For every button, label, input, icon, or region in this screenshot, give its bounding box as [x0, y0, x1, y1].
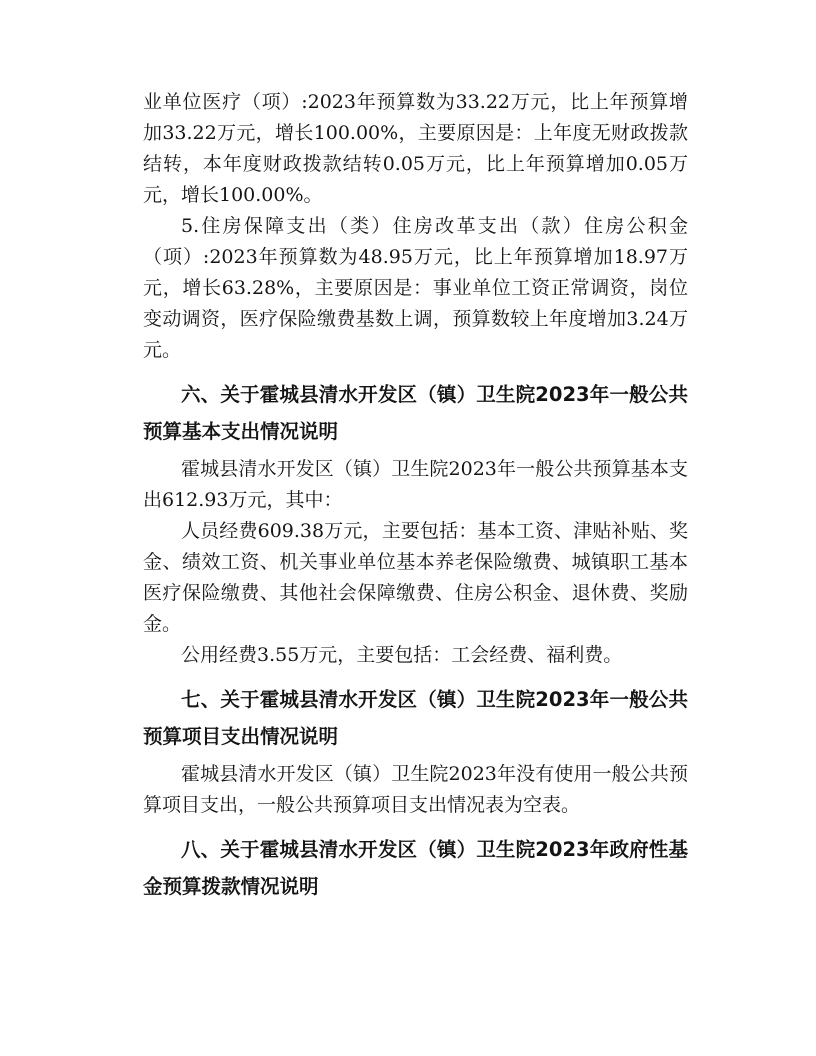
body-paragraph: 霍城县清水开发区（镇）卫生院2023年一般公共预算基本支出612.93万元，其中： — [143, 458, 688, 511]
document-body — [143, 87, 688, 905]
section-heading: 六、关于霍城县清水开发区（镇）卫生院2023年一般公共预算基本支出情况说明 — [143, 383, 688, 443]
body-paragraph: 业单位医疗（项）:2023年预算数为33.22万元，比上年预算增加33.22万元，增长100.00%，主要原因是：上年度无财政拨款结转，本年度财政拨款结转0.05万元，比上年预算增加0.05万元，增长100.00%。 — [143, 91, 688, 206]
body-paragraph: 公用经费3.55万元，主要包括：工会经费、福利费。 — [181, 644, 623, 666]
section-heading: 七、关于霍城县清水开发区（镇）卫生院2023年一般公共预算项目支出情况说明 — [143, 688, 688, 748]
body-paragraph: 5.住房保障支出（类）住房改革支出（款）住房公积金（项）:2023年预算数为48.95万元，比上年预算增加18.97万元，增长63.28%，主要原因是：事业单位工资正常调资，岗位变动调资，医疗保险缴费基数上调，预算数较上年度增加3.24万元。 — [143, 215, 688, 361]
section-heading: 八、关于霍城县清水开发区（镇）卫生院2023年政府性基金预算拨款情况说明 — [143, 838, 688, 898]
body-paragraph: 人员经费609.38万元，主要包括：基本工资、津贴补贴、奖金、绩效工资、机关事业单位基本养老保险缴费、城镇职工基本医疗保险缴费、其他社会保障缴费、住房公积金、退休费、奖励金。 — [143, 520, 688, 635]
body-paragraph: 霍城县清水开发区（镇）卫生院2023年没有使用一般公共预算项目支出，一般公共预算项目支出情况表为空表。 — [143, 763, 688, 816]
